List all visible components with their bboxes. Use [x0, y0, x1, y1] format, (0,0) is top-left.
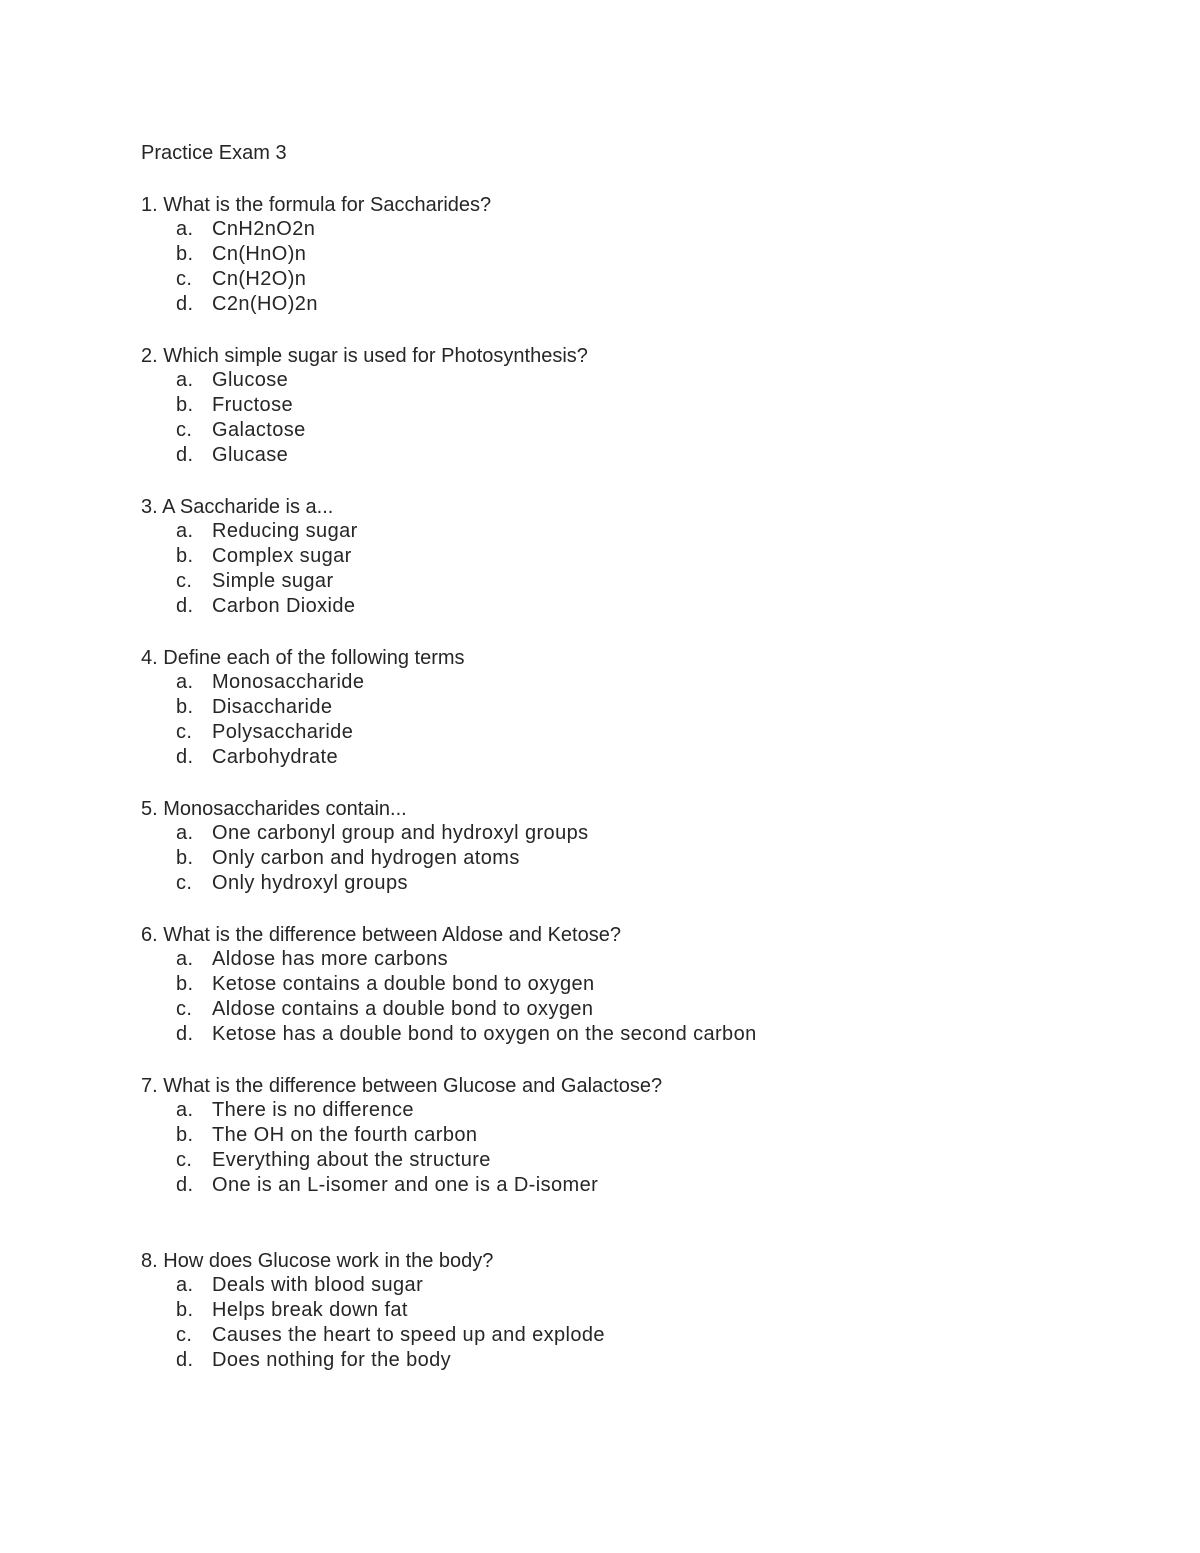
question-number: 3. [141, 496, 158, 518]
option-text: Ketose has a double bond to oxygen on the second carbon [212, 1023, 757, 1045]
option-text: Fructose [212, 394, 294, 416]
option-text: Aldose contains a double bond to oxygen [212, 998, 594, 1020]
question-prompt: What is the difference between Glucose and Galactose? [163, 1075, 663, 1097]
question-number: 2. [141, 345, 158, 367]
option-list [141, 368, 1141, 468]
answer-option [141, 1098, 1141, 1123]
option-letter: b. [176, 1299, 194, 1321]
option-letter: d. [176, 595, 194, 617]
question-6 [141, 922, 1141, 1047]
option-text: Glucase [212, 444, 289, 466]
question-text [141, 343, 1141, 368]
question-8 [141, 1248, 1141, 1373]
answer-option [141, 368, 1141, 393]
question-7 [141, 1073, 1141, 1198]
option-list [141, 519, 1141, 619]
answer-option [141, 972, 1141, 997]
question-prompt: How does Glucose work in the body? [163, 1250, 494, 1272]
question-text [141, 192, 1141, 217]
option-text: Causes the heart to speed up and explode [212, 1324, 605, 1346]
question-number: 8. [141, 1250, 158, 1272]
option-list [141, 947, 1141, 1047]
answer-option [141, 1323, 1141, 1348]
question-1 [141, 192, 1141, 317]
answer-option [141, 1123, 1141, 1148]
spacer [141, 619, 1141, 645]
question-prompt: What is the difference between Aldose and Ketose? [163, 924, 621, 946]
question-number: 4. [141, 647, 158, 669]
spacer [141, 1047, 1141, 1073]
option-text: Monosaccharide [212, 671, 365, 693]
question-5 [141, 796, 1141, 896]
option-list [141, 1273, 1141, 1373]
option-letter: a. [176, 822, 194, 844]
option-letter: b. [176, 243, 194, 265]
option-text: Cn(H2O)n [212, 268, 307, 290]
option-letter: d. [176, 293, 194, 315]
answer-option [141, 670, 1141, 695]
answer-option [141, 519, 1141, 544]
question-3 [141, 494, 1141, 619]
exam-page [141, 140, 1141, 1373]
answer-option [141, 997, 1141, 1022]
spacer [141, 770, 1141, 796]
option-text: One is an L-isomer and one is a D-isomer [212, 1174, 599, 1196]
question-text [141, 796, 1141, 821]
option-text: Simple sugar [212, 570, 334, 592]
option-letter: c. [176, 872, 193, 894]
option-text: C2n(HO)2n [212, 293, 318, 315]
option-text: One carbonyl group and hydroxyl groups [212, 822, 589, 844]
question-text [141, 494, 1141, 519]
option-letter: d. [176, 444, 194, 466]
option-letter: c. [176, 1149, 193, 1171]
option-text: The OH on the fourth carbon [212, 1124, 478, 1146]
option-text: Galactose [212, 419, 306, 441]
question-prompt: Which simple sugar is used for Photosynthesis? [163, 345, 588, 367]
question-prompt: Monosaccharides contain... [163, 798, 407, 820]
question-text [141, 1248, 1141, 1273]
spacer [141, 1198, 1141, 1248]
option-list [141, 217, 1141, 317]
option-text: Helps break down fat [212, 1299, 408, 1321]
option-text: Glucose [212, 369, 289, 391]
option-letter: a. [176, 1099, 194, 1121]
option-text: Reducing sugar [212, 520, 358, 542]
answer-option [141, 443, 1141, 468]
option-letter: c. [176, 1324, 193, 1346]
answer-option [141, 1273, 1141, 1298]
answer-option [141, 821, 1141, 846]
option-letter: b. [176, 394, 194, 416]
option-text: Aldose has more carbons [212, 948, 448, 970]
option-letter: b. [176, 1124, 194, 1146]
option-letter: a. [176, 520, 194, 542]
answer-option [141, 217, 1141, 242]
option-letter: c. [176, 268, 193, 290]
answer-option [141, 1022, 1141, 1047]
spacer [141, 896, 1141, 922]
option-letter: d. [176, 1023, 194, 1045]
option-text: Carbohydrate [212, 746, 338, 768]
answer-option [141, 242, 1141, 267]
question-2 [141, 343, 1141, 468]
answer-option [141, 292, 1141, 317]
spacer [141, 468, 1141, 494]
option-letter: c. [176, 570, 193, 592]
answer-option [141, 720, 1141, 745]
option-text: There is no difference [212, 1099, 414, 1121]
option-text: Only hydroxyl groups [212, 872, 408, 894]
answer-option [141, 569, 1141, 594]
option-list [141, 1098, 1141, 1198]
option-text: Does nothing for the body [212, 1349, 452, 1371]
option-letter: d. [176, 1349, 194, 1371]
option-letter: c. [176, 419, 193, 441]
question-number: 1. [141, 194, 158, 216]
exam-title: Practice Exam 3 [141, 142, 287, 164]
option-letter: a. [176, 948, 194, 970]
question-prompt: What is the formula for Saccharides? [163, 194, 492, 216]
question-text [141, 1073, 1141, 1098]
option-letter: c. [176, 721, 193, 743]
answer-option [141, 1148, 1141, 1173]
option-letter: a. [176, 369, 194, 391]
answer-option [141, 418, 1141, 443]
option-list [141, 670, 1141, 770]
option-list [141, 821, 1141, 896]
option-text: Carbon Dioxide [212, 595, 356, 617]
question-text [141, 645, 1141, 670]
option-letter: d. [176, 1174, 194, 1196]
answer-option [141, 947, 1141, 972]
option-text: Deals with blood sugar [212, 1274, 424, 1296]
question-prompt: A Saccharide is a... [162, 496, 334, 518]
option-letter: d. [176, 746, 194, 768]
answer-option [141, 267, 1141, 292]
question-4 [141, 645, 1141, 770]
answer-option [141, 544, 1141, 569]
answer-option [141, 594, 1141, 619]
question-text [141, 922, 1141, 947]
option-letter: a. [176, 1274, 194, 1296]
answer-option [141, 695, 1141, 720]
answer-option [141, 1298, 1141, 1323]
option-letter: c. [176, 998, 193, 1020]
answer-option [141, 846, 1141, 871]
answer-option [141, 1173, 1141, 1198]
option-letter: a. [176, 218, 194, 240]
answer-option [141, 393, 1141, 418]
option-letter: a. [176, 671, 194, 693]
option-text: CnH2nO2n [212, 218, 316, 240]
option-letter: b. [176, 973, 194, 995]
option-letter: b. [176, 847, 194, 869]
option-text: Polysaccharide [212, 721, 354, 743]
option-text: Only carbon and hydrogen atoms [212, 847, 520, 869]
option-text: Disaccharide [212, 696, 333, 718]
question-list [141, 192, 1141, 1373]
answer-option [141, 1348, 1141, 1373]
question-prompt: Define each of the following terms [163, 647, 465, 669]
option-text: Complex sugar [212, 545, 352, 567]
question-number: 6. [141, 924, 158, 946]
spacer [141, 317, 1141, 343]
option-text: Cn(HnO)n [212, 243, 307, 265]
question-number: 5. [141, 798, 158, 820]
answer-option [141, 745, 1141, 770]
option-letter: b. [176, 545, 194, 567]
question-number: 7. [141, 1075, 158, 1097]
option-letter: b. [176, 696, 194, 718]
option-text: Everything about the structure [212, 1149, 491, 1171]
option-text: Ketose contains a double bond to oxygen [212, 973, 595, 995]
answer-option [141, 871, 1141, 896]
